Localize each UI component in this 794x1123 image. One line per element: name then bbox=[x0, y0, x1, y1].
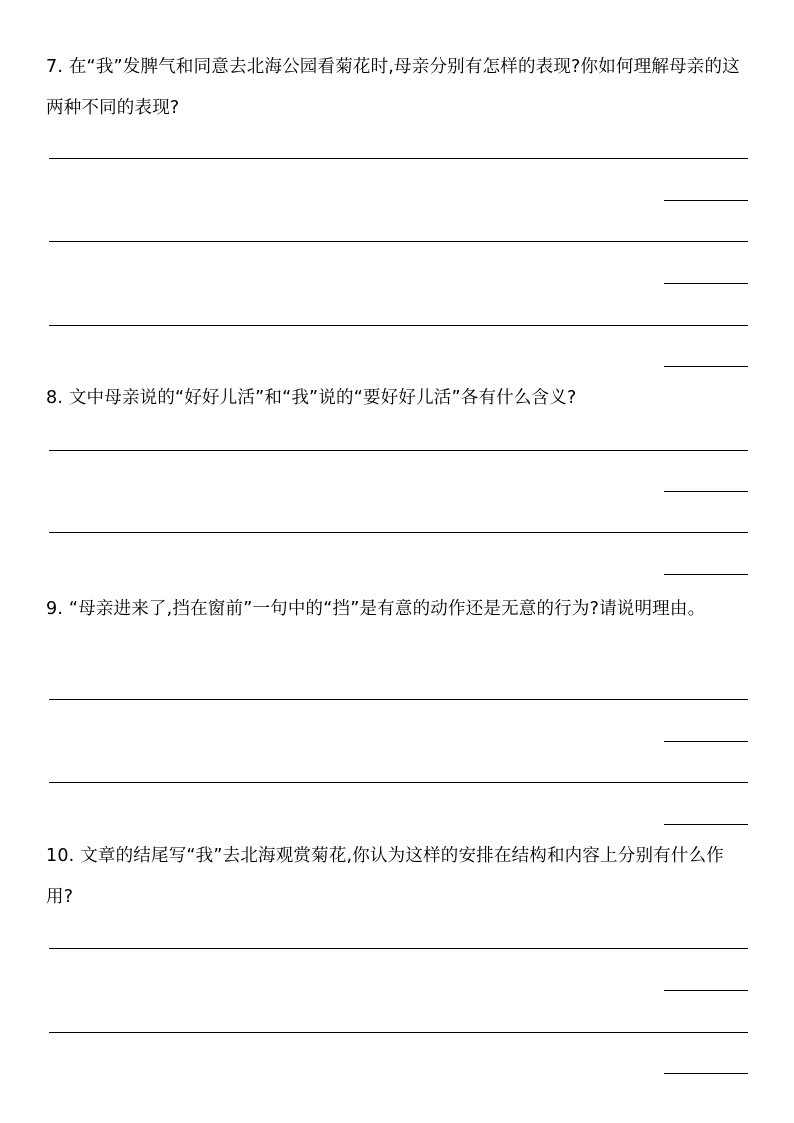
answer-line-end[interactable] bbox=[664, 283, 748, 284]
question-7-text: 7. 在“我”发脾气和同意去北海公园看菊花时,母亲分别有怎样的表现?你如何理解母亲的这两种不同的表现? bbox=[46, 57, 740, 118]
answer-line-end[interactable] bbox=[664, 491, 748, 492]
answer-line[interactable] bbox=[49, 158, 748, 159]
answer-line-end[interactable] bbox=[664, 990, 748, 991]
answer-line[interactable] bbox=[49, 948, 748, 949]
answer-line-end[interactable] bbox=[664, 741, 748, 742]
answer-line-end[interactable] bbox=[664, 200, 748, 201]
answer-line-end[interactable] bbox=[664, 1073, 748, 1074]
answer-line-end[interactable] bbox=[664, 574, 748, 575]
answer-line-end[interactable] bbox=[664, 824, 748, 825]
answer-line-end[interactable] bbox=[664, 366, 748, 367]
answer-line[interactable] bbox=[49, 699, 748, 700]
question-8-text: 8. 文中母亲说的“好好儿活”和“我”说的“要好好儿活”各有什么含义? bbox=[46, 388, 577, 408]
answer-line[interactable] bbox=[49, 325, 748, 326]
answer-line[interactable] bbox=[49, 450, 748, 451]
answer-line[interactable] bbox=[49, 532, 748, 533]
answer-line[interactable] bbox=[49, 241, 748, 242]
answer-line[interactable] bbox=[49, 1032, 748, 1033]
answer-line[interactable] bbox=[49, 782, 748, 783]
question-10-text: 10. 文章的结尾写“我”去北海观赏菊花,你认为这样的安排在结构和内容上分别有什么作用? bbox=[46, 846, 724, 907]
question-9-text: 9. “母亲进来了,挡在窗前”一句中的“挡”是有意的动作还是无意的行为?请说明理由。 bbox=[46, 599, 706, 619]
